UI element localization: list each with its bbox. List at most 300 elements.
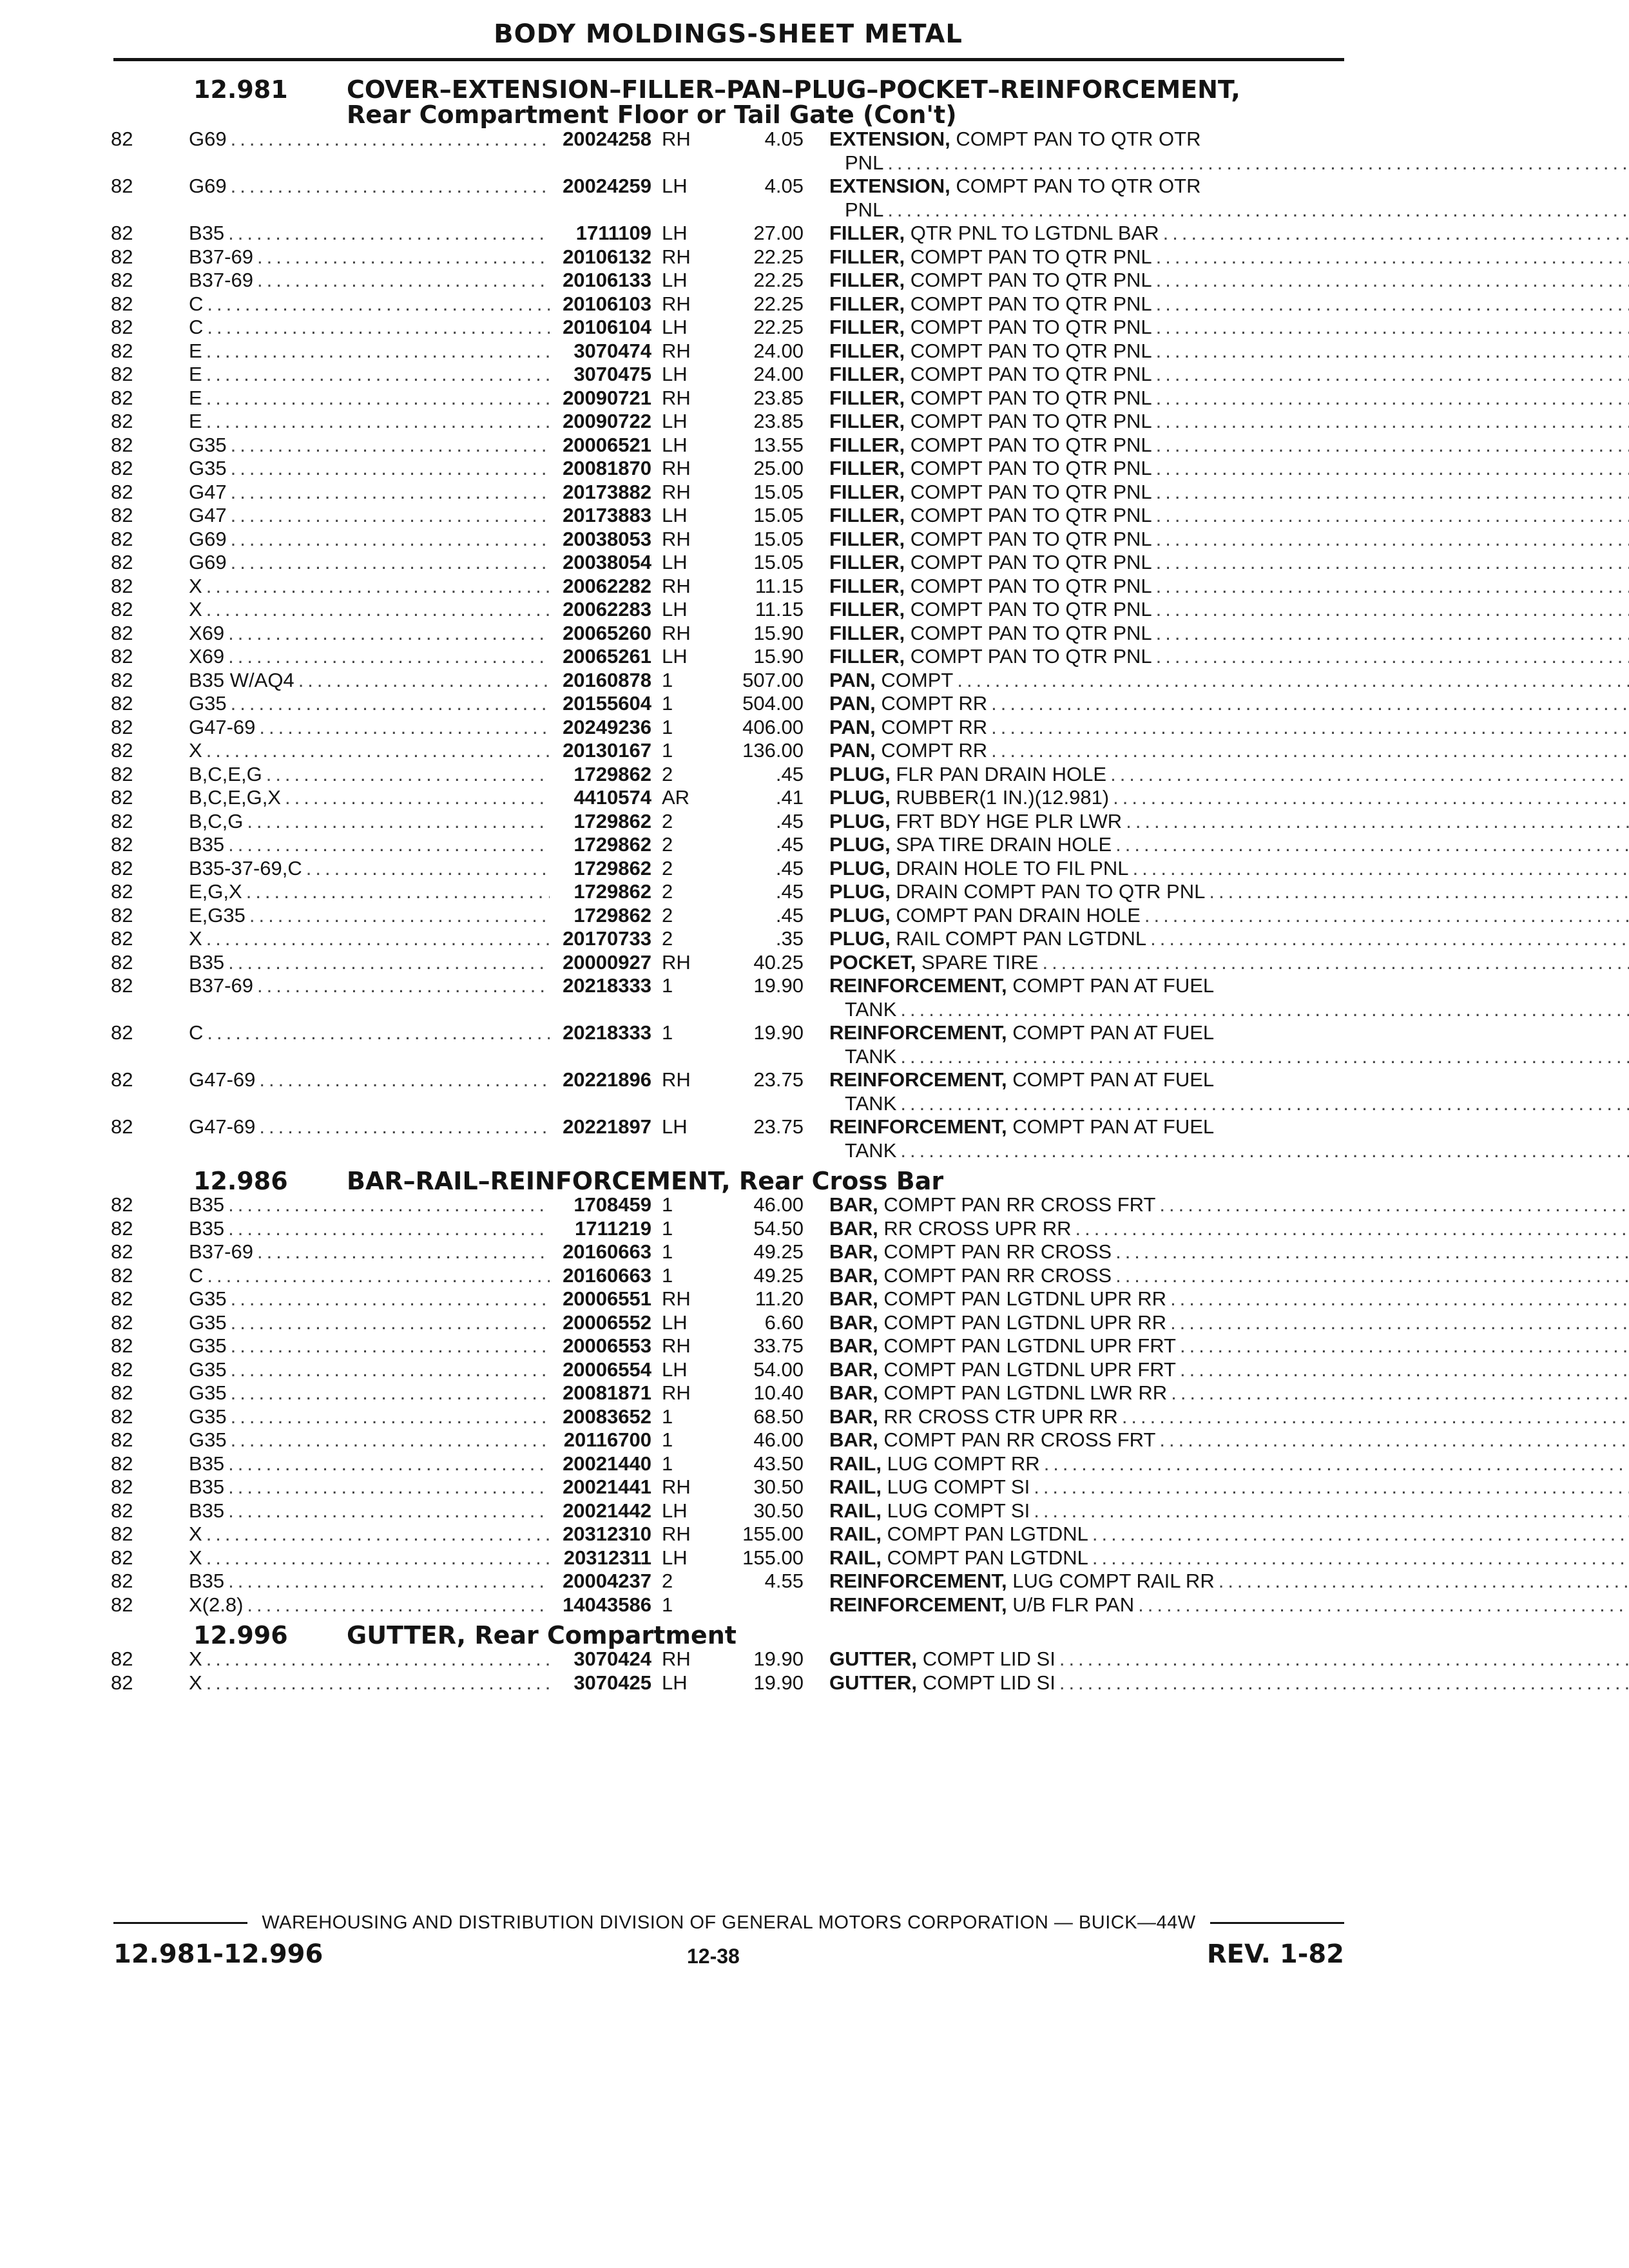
model-cell: [189, 598, 550, 622]
description-text: [829, 363, 1156, 387]
price-cell: 46.00: [753, 1428, 804, 1451]
continuation-text: TANK: [845, 1139, 897, 1162]
description-text: [829, 598, 1156, 622]
part-detail: COMPT PAN TO QTR PNL: [910, 245, 1152, 268]
description-text: [829, 951, 1042, 975]
description-cell: [804, 645, 1629, 669]
price-cell: 15.90: [753, 621, 804, 644]
part-name: PLUG,: [829, 927, 891, 950]
description-text: [829, 434, 1156, 457]
price-cell: 406.00: [742, 715, 804, 738]
quantity-cell: 2: [662, 833, 673, 856]
part-number-cell: 20160878: [563, 668, 651, 691]
model-cell: [189, 1452, 550, 1476]
part-detail: DRAIN COMPT PAN TO QTR PNL: [896, 880, 1206, 903]
model-text: E: [189, 363, 202, 385]
part-detail: QTR PNL TO LGTDNL BAR: [910, 222, 1159, 244]
price-cell: 19.90: [753, 1648, 804, 1670]
part-number-cell: 20312310: [563, 1523, 651, 1545]
model-cell: [189, 786, 550, 810]
model-cell: [189, 387, 550, 410]
leader-dots: [231, 175, 550, 198]
price-cell: 155.00: [742, 1523, 804, 1545]
quantity-cell: 2: [662, 880, 673, 903]
description-line: [829, 1546, 1629, 1570]
leader-dots: [1219, 1570, 1629, 1593]
model-cell: [189, 316, 550, 340]
year-cell: 82: [111, 762, 133, 785]
price-cell: 22.25: [753, 292, 804, 315]
part-name: FILLER,: [829, 504, 905, 526]
price-cell: 11.20: [755, 1287, 804, 1310]
section-header: [111, 1623, 1348, 1648]
price-cell: 23.75: [753, 1068, 804, 1091]
quantity-cell: RH: [662, 1068, 691, 1091]
price-cell: 15.90: [753, 645, 804, 668]
leader-dots: [231, 551, 550, 575]
leader-dots: [228, 622, 550, 646]
part-detail: COMPT PAN LGTDNL UPR RR: [883, 1287, 1167, 1310]
year-cell: 82: [111, 1264, 133, 1287]
year-cell: 82: [111, 856, 133, 879]
quantity-cell: RH: [662, 339, 691, 362]
table-row: [111, 457, 1348, 481]
table-row: [111, 340, 1348, 363]
price-cell: 6.60: [764, 1311, 804, 1334]
quantity-cell: LH: [662, 504, 688, 526]
part-number-cell: 20081870: [563, 457, 651, 479]
part-number-cell: 1729862: [574, 856, 651, 879]
model-text: B35: [189, 1216, 225, 1240]
header-rule: [113, 58, 1344, 61]
part-number-cell: 20006553: [563, 1334, 651, 1357]
year-cell: 82: [111, 386, 133, 409]
table-row: [111, 1193, 1348, 1217]
description-line: [829, 833, 1629, 857]
leader-dots: [1156, 598, 1629, 622]
quantity-cell: 1: [662, 1021, 673, 1044]
leader-dots: [1133, 857, 1629, 881]
model-text: X: [189, 739, 202, 762]
quantity-cell: LH: [662, 363, 688, 385]
price-cell: .45: [775, 762, 804, 785]
leader-dots: [1092, 1546, 1629, 1570]
table-row: [111, 128, 1348, 175]
part-name: RAIL,: [829, 1452, 882, 1475]
leader-dots: [900, 1045, 1629, 1069]
model-cell: [189, 763, 550, 787]
price-cell: 22.25: [753, 269, 804, 291]
part-number-cell: 20062282: [563, 574, 651, 597]
description-text: [829, 1115, 1218, 1139]
description-line: [829, 622, 1629, 646]
price-cell: 155.00: [742, 1546, 804, 1569]
part-detail: RAIL COMPT PAN LGTDNL: [896, 927, 1147, 950]
part-detail: COMPT PAN AT FUEL: [1012, 1021, 1215, 1044]
model-text: B37-69: [189, 1240, 253, 1263]
model-text: G69: [189, 128, 227, 150]
part-detail: COMPT PAN DRAIN HOLE: [896, 903, 1141, 927]
part-name: GUTTER,: [829, 1648, 918, 1670]
table-row: [111, 1570, 1348, 1593]
price-cell: 22.25: [753, 316, 804, 338]
description-line: [829, 1452, 1629, 1476]
model-text: G35: [189, 1311, 227, 1334]
table-row: [111, 1452, 1348, 1476]
description-text: [829, 1311, 1170, 1335]
quantity-cell: AR: [662, 786, 690, 809]
year-cell: 82: [111, 927, 133, 950]
quantity-cell: RH: [662, 1287, 691, 1310]
quantity-cell: 1: [662, 692, 673, 715]
part-number-cell: 1729862: [574, 903, 651, 927]
model-text: G35: [189, 1405, 227, 1428]
leader-dots: [247, 1593, 550, 1617]
part-name: FILLER,: [829, 386, 905, 409]
quantity-cell: LH: [662, 222, 688, 244]
table-row: [111, 1648, 1348, 1671]
part-detail: COMPT PAN TO QTR PNL: [910, 433, 1152, 456]
description-cell: [804, 457, 1629, 481]
part-name: FILLER,: [829, 316, 905, 338]
part-name: PAN,: [829, 739, 876, 762]
year-cell: 82: [111, 1648, 133, 1670]
part-name: FILLER,: [829, 269, 905, 291]
section-header: [111, 1169, 1348, 1193]
part-number-cell: 1711219: [575, 1216, 651, 1240]
part-detail: COMPT PAN LGTDNL UPR FRT: [883, 1334, 1176, 1357]
leader-dots: [207, 316, 550, 340]
part-number-cell: 3070424: [574, 1648, 651, 1670]
quantity-cell: LH: [662, 1358, 688, 1381]
leader-dots: [206, 340, 550, 363]
leader-dots: [257, 269, 550, 293]
leader-dots: [206, 410, 550, 434]
part-detail: COMPT PAN RR CROSS: [883, 1264, 1112, 1287]
leader-dots: [1092, 1523, 1629, 1546]
price-cell: 23.85: [753, 410, 804, 432]
description-line: [829, 269, 1629, 293]
description-line: [829, 1217, 1629, 1241]
part-name: REINFORCEMENT,: [829, 974, 1007, 997]
description-continuation: [829, 198, 1629, 222]
part-name: BAR,: [829, 1287, 878, 1310]
description-cell: [804, 951, 1629, 975]
continuation-text: TANK: [845, 997, 897, 1021]
leader-dots: [231, 1381, 550, 1405]
description-text: [829, 528, 1156, 552]
price-cell: 40.25: [753, 950, 804, 974]
part-name: BAR,: [829, 1216, 878, 1240]
table-row: [111, 1428, 1348, 1452]
table-row: [111, 1021, 1348, 1068]
year-cell: 82: [111, 292, 133, 315]
description-cell: [804, 293, 1629, 316]
part-name: FILLER,: [829, 598, 905, 620]
year-cell: 82: [111, 974, 133, 997]
part-detail: LUG COMPT RAIL RR: [1012, 1570, 1215, 1592]
description-continuation: [829, 1092, 1629, 1116]
description-text: [829, 763, 1110, 787]
part-number-cell: 20090722: [563, 410, 651, 432]
table-row: [111, 1068, 1348, 1115]
part-number-cell: 20062283: [563, 598, 651, 620]
part-number-cell: 20004237: [563, 1570, 651, 1592]
part-number-cell: 20116700: [563, 1428, 651, 1451]
leader-dots: [1156, 340, 1629, 363]
section-subtitle: Rear Compartment Floor or Tail Gate (Con't): [347, 101, 957, 129]
table-row: [111, 645, 1348, 669]
model-text: C: [189, 316, 204, 338]
table-row: [111, 786, 1348, 810]
description-line: [829, 598, 1629, 622]
description-line: [829, 1523, 1629, 1546]
model-cell: [189, 1475, 550, 1499]
part-number-cell: 20006552: [563, 1311, 651, 1334]
footer-bottom: [113, 1939, 1344, 1970]
description-cell: [804, 1115, 1629, 1162]
leader-dots: [1144, 904, 1629, 928]
part-number-cell: 20024258: [563, 128, 651, 150]
price-cell: 4.55: [764, 1570, 804, 1592]
part-number-cell: 20000927: [563, 950, 651, 974]
price-cell: 30.50: [753, 1475, 804, 1498]
description-text: [829, 1358, 1180, 1382]
model-cell: [189, 504, 550, 528]
year-cell: 82: [111, 457, 133, 479]
quantity-cell: RH: [662, 480, 691, 503]
footer-revision: REV. 1-82: [1206, 1939, 1344, 1969]
price-cell: 19.90: [753, 1021, 804, 1044]
leader-dots: [257, 1240, 550, 1264]
part-name: PLUG,: [829, 903, 891, 927]
description-text: [829, 1671, 1059, 1695]
part-number-cell: 20090721: [563, 386, 651, 409]
price-cell: 19.90: [753, 1671, 804, 1694]
part-number-cell: 20221896: [563, 1068, 651, 1091]
model-cell: [189, 1546, 550, 1570]
leader-dots: [259, 716, 550, 740]
leader-dots: [231, 434, 550, 457]
description-cell: [804, 1311, 1629, 1335]
model-cell: [189, 1648, 550, 1671]
year-cell: 82: [111, 1358, 133, 1381]
description-line: [829, 363, 1629, 387]
model-cell: [189, 1240, 550, 1264]
table-row: [111, 504, 1348, 528]
leader-dots: [1044, 1452, 1629, 1476]
leader-dots: [991, 739, 1629, 763]
part-number-cell: 14043586: [563, 1593, 651, 1616]
model-text: G47-69: [189, 1115, 256, 1138]
description-cell: [804, 763, 1629, 787]
description-line: [829, 222, 1629, 245]
description-text: [829, 833, 1115, 857]
description-cell: [804, 1334, 1629, 1358]
quantity-cell: LH: [662, 551, 688, 573]
year-cell: 82: [111, 1216, 133, 1240]
model-text: B37-69: [189, 269, 253, 291]
quantity-cell: 1: [662, 1240, 673, 1263]
model-cell: [189, 481, 550, 505]
quantity-cell: 1: [662, 1216, 673, 1240]
description-cell: [804, 739, 1629, 763]
year-cell: 82: [111, 1193, 133, 1216]
part-detail: COMPT PAN TO QTR PNL: [910, 598, 1152, 620]
price-cell: 15.05: [753, 527, 804, 550]
leader-dots: [228, 1217, 550, 1241]
leader-dots: [231, 1311, 550, 1335]
description-line: [829, 1287, 1629, 1311]
part-number-cell: 1708459: [574, 1193, 651, 1216]
part-detail: COMPT PAN LGTDNL: [887, 1546, 1088, 1569]
model-text: G35: [189, 1381, 227, 1404]
model-cell: [189, 1021, 550, 1045]
part-number-cell: 3070475: [574, 363, 651, 385]
table-row: [111, 434, 1348, 457]
description-text: [829, 504, 1156, 528]
section-number: 12.981: [193, 75, 288, 104]
quantity-cell: 1: [662, 974, 673, 997]
description-cell: [804, 316, 1629, 340]
quantity-cell: LH: [662, 598, 688, 620]
table-row: [111, 1546, 1348, 1570]
part-detail: COMPT PAN TO QTR OTR: [956, 175, 1201, 197]
description-cell: [804, 1475, 1629, 1499]
table-row: [111, 1115, 1348, 1162]
table-row: [111, 669, 1348, 693]
leader-dots: [259, 1068, 550, 1092]
price-cell: 15.05: [753, 504, 804, 526]
model-cell: [189, 457, 550, 481]
description-text: [829, 340, 1156, 363]
model-cell: [189, 904, 550, 928]
description-line: [829, 1593, 1629, 1617]
part-name: FILLER,: [829, 551, 905, 573]
quantity-cell: RH: [662, 1648, 691, 1670]
description-text: [829, 128, 1204, 151]
part-number-cell: 20218333: [563, 1021, 651, 1044]
description-text: [829, 1021, 1218, 1045]
model-text: G47: [189, 504, 227, 526]
description-line: [829, 1428, 1629, 1452]
price-cell: 49.25: [753, 1240, 804, 1263]
description-text: [829, 1570, 1219, 1593]
model-text: G35: [189, 457, 227, 479]
description-text: [829, 1068, 1218, 1092]
description-cell: [804, 1428, 1629, 1452]
quantity-cell: RH: [662, 1523, 691, 1545]
model-cell: [189, 1217, 550, 1241]
price-cell: 54.50: [753, 1216, 804, 1240]
table-row: [111, 1499, 1348, 1523]
description-cell: [804, 363, 1629, 387]
price-cell: .45: [775, 880, 804, 903]
part-name: FILLER,: [829, 410, 905, 432]
table-row: [111, 551, 1348, 575]
quantity-cell: 1: [662, 1405, 673, 1428]
leader-dots: [1156, 269, 1629, 293]
leader-dots: [231, 481, 550, 505]
description-line: [829, 692, 1629, 716]
model-text: G35: [189, 1287, 227, 1310]
year-cell: 82: [111, 1452, 133, 1475]
leader-dots: [257, 245, 550, 269]
description-line: [829, 1671, 1629, 1695]
description-line: [829, 1193, 1629, 1217]
leader-dots: [228, 1193, 550, 1217]
price-cell: 43.50: [753, 1452, 804, 1475]
quantity-cell: 1: [662, 1452, 673, 1475]
leader-dots: [900, 998, 1629, 1022]
description-line: [829, 1021, 1629, 1045]
leader-dots: [1156, 622, 1629, 646]
description-cell: [804, 622, 1629, 646]
price-cell: .45: [775, 856, 804, 879]
price-cell: 22.25: [753, 245, 804, 268]
model-text: B,C,E,G,X: [189, 786, 281, 809]
description-text: [829, 810, 1126, 834]
table-row: [111, 528, 1348, 552]
year-cell: 82: [111, 1068, 133, 1091]
year-cell: 82: [111, 410, 133, 432]
quantity-cell: LH: [662, 433, 688, 456]
leader-dots: [249, 904, 550, 928]
part-detail: COMPT PAN TO QTR PNL: [910, 527, 1152, 550]
model-cell: [189, 739, 550, 763]
footer-line: [113, 1912, 1344, 1934]
part-name: BAR,: [829, 1358, 878, 1381]
description-continuation: [829, 151, 1629, 175]
part-name: REINFORCEMENT,: [829, 1570, 1007, 1592]
description-cell: [804, 904, 1629, 928]
table-row: [111, 598, 1348, 622]
price-cell: 507.00: [742, 668, 804, 691]
description-line: [829, 1311, 1629, 1335]
description-line: [829, 1499, 1629, 1523]
footer-page-number: 12-38: [687, 1945, 740, 1968]
price-cell: 30.50: [753, 1499, 804, 1522]
leader-dots: [231, 1405, 550, 1429]
leader-dots: [231, 1334, 550, 1358]
part-name: FILLER,: [829, 292, 905, 315]
quantity-cell: RH: [662, 292, 691, 315]
year-cell: 82: [111, 1334, 133, 1357]
description-text: [829, 1287, 1170, 1311]
price-cell: 23.75: [753, 1115, 804, 1138]
leader-dots: [887, 151, 1629, 175]
year-cell: 82: [111, 1593, 133, 1616]
leader-dots: [206, 363, 550, 387]
model-text: B37-69: [189, 974, 253, 997]
table-row: [111, 363, 1348, 387]
leader-dots: [231, 1428, 550, 1452]
description-cell: [804, 1068, 1629, 1115]
model-text: G47-69: [189, 1068, 256, 1091]
description-text: [829, 645, 1156, 669]
leader-dots: [1156, 481, 1629, 505]
price-cell: 46.00: [753, 1193, 804, 1216]
leader-dots: [298, 669, 550, 693]
part-number-cell: 1729862: [574, 833, 651, 856]
year-cell: 82: [111, 809, 133, 832]
leader-dots: [206, 575, 550, 599]
year-cell: 82: [111, 1428, 133, 1451]
year-cell: 82: [111, 222, 133, 244]
description-line: [829, 1115, 1629, 1139]
model-cell: [189, 575, 550, 599]
section-title: COVER–EXTENSION–FILLER–PAN–PLUG–POCKET–REINFORCEMENT,: [347, 75, 1240, 104]
